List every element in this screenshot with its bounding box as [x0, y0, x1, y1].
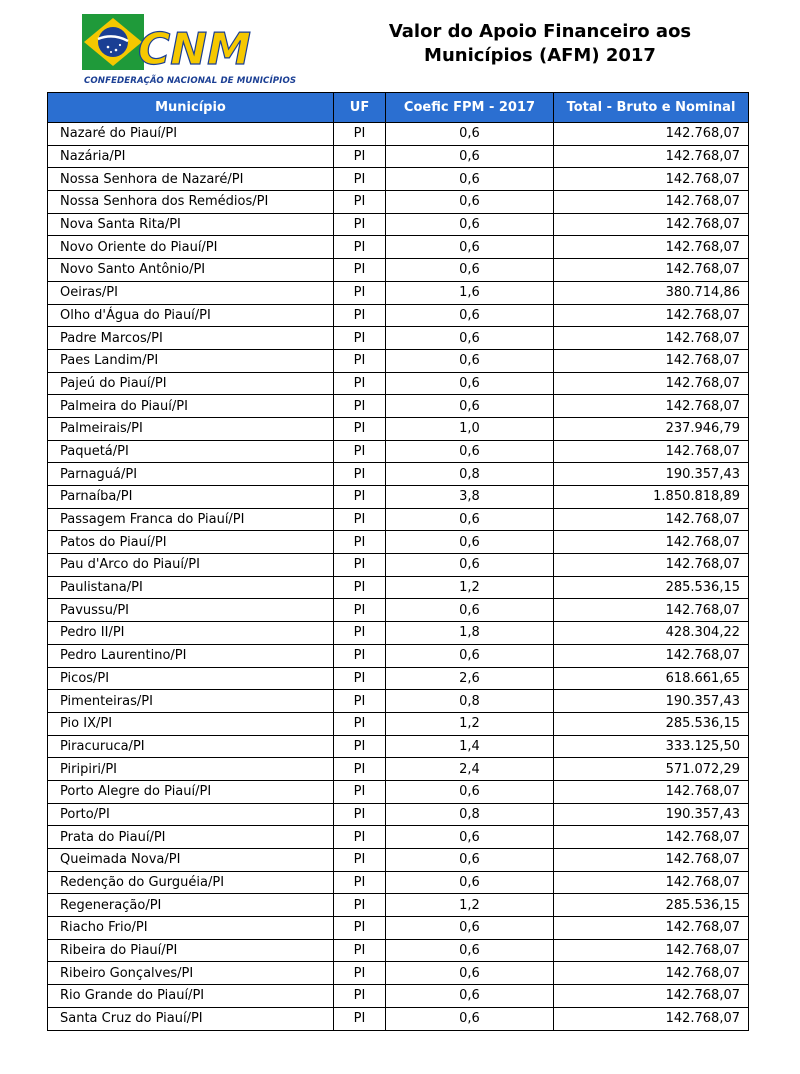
cell-coef: 0,6 [386, 508, 554, 531]
header-municipio: Município [48, 93, 334, 123]
cell-uf: PI [334, 599, 386, 622]
title-line-1: Valor do Apoio Financeiro aos [388, 21, 692, 42]
cell-total: 142.768,07 [554, 871, 749, 894]
cell-uf: PI [334, 622, 386, 645]
cell-total: 380.714,86 [554, 281, 749, 304]
table-row [48, 576, 749, 599]
cell-total: 142.768,07 [554, 554, 749, 577]
cell-coef: 1,0 [386, 417, 554, 440]
table-row [48, 349, 749, 372]
cell-coef: 0,6 [386, 259, 554, 282]
cell-municipio: Oeiras/PI [48, 281, 334, 304]
cell-coef: 1,8 [386, 622, 554, 645]
cell-coef: 0,6 [386, 168, 554, 191]
table-body [48, 123, 749, 1031]
cell-coef: 0,6 [386, 780, 554, 803]
cell-municipio: Nossa Senhora dos Remédios/PI [48, 191, 334, 214]
cell-municipio: Passagem Franca do Piauí/PI [48, 508, 334, 531]
cell-total: 142.768,07 [554, 349, 749, 372]
cell-total: 190.357,43 [554, 803, 749, 826]
cell-coef: 0,6 [386, 849, 554, 872]
cell-municipio: Palmeira do Piauí/PI [48, 395, 334, 418]
cell-coef: 0,6 [386, 123, 554, 146]
cell-municipio: Padre Marcos/PI [48, 327, 334, 350]
cell-municipio: Piripiri/PI [48, 758, 334, 781]
cell-municipio: Queimada Nova/PI [48, 849, 334, 872]
title-line-2: Municípios (AFM) 2017 [424, 45, 656, 66]
cell-municipio: Rio Grande do Piauí/PI [48, 985, 334, 1008]
cell-municipio: Pedro II/PI [48, 622, 334, 645]
cell-total: 142.768,07 [554, 644, 749, 667]
cell-uf: PI [334, 531, 386, 554]
cell-total: 142.768,07 [554, 985, 749, 1008]
cell-uf: PI [334, 962, 386, 985]
table-row [48, 917, 749, 940]
cell-uf: PI [334, 576, 386, 599]
header-uf: UF [334, 93, 386, 123]
cell-coef: 0,6 [386, 145, 554, 168]
cell-municipio: Porto Alegre do Piauí/PI [48, 780, 334, 803]
cell-coef: 0,6 [386, 962, 554, 985]
cell-coef: 0,6 [386, 349, 554, 372]
cell-municipio: Pau d'Arco do Piauí/PI [48, 554, 334, 577]
cell-coef: 0,6 [386, 327, 554, 350]
table-row [48, 417, 749, 440]
cell-coef: 0,6 [386, 985, 554, 1008]
org-name: CONFEDERAÇÃO NACIONAL DE MUNICÍPIOS [84, 76, 297, 86]
table-row [48, 463, 749, 486]
page-title [360, 20, 720, 68]
cell-uf: PI [334, 826, 386, 849]
cell-coef: 0,6 [386, 826, 554, 849]
cell-coef: 0,6 [386, 531, 554, 554]
cell-municipio: Novo Oriente do Piauí/PI [48, 236, 334, 259]
table-row [48, 440, 749, 463]
cell-uf: PI [334, 213, 386, 236]
cell-uf: PI [334, 145, 386, 168]
cell-total: 142.768,07 [554, 145, 749, 168]
cell-coef: 0,6 [386, 554, 554, 577]
cell-municipio: Parnaguá/PI [48, 463, 334, 486]
cell-total: 142.768,07 [554, 939, 749, 962]
cell-uf: PI [334, 236, 386, 259]
cell-total: 142.768,07 [554, 123, 749, 146]
table-row [48, 735, 749, 758]
cell-total: 142.768,07 [554, 599, 749, 622]
table-row [48, 508, 749, 531]
table-row [48, 372, 749, 395]
cell-uf: PI [334, 690, 386, 713]
cell-municipio: Redenção do Gurguéia/PI [48, 871, 334, 894]
cell-uf: PI [334, 417, 386, 440]
cell-coef: 1,2 [386, 894, 554, 917]
table-row [48, 236, 749, 259]
cell-coef: 0,6 [386, 191, 554, 214]
table-row [48, 667, 749, 690]
cell-uf: PI [334, 281, 386, 304]
cell-total: 142.768,07 [554, 826, 749, 849]
cell-total: 142.768,07 [554, 236, 749, 259]
cell-municipio: Pavussu/PI [48, 599, 334, 622]
cell-municipio: Santa Cruz do Piauí/PI [48, 1007, 334, 1030]
table-row [48, 962, 749, 985]
cell-municipio: Paquetá/PI [48, 440, 334, 463]
cell-total: 142.768,07 [554, 372, 749, 395]
cell-uf: PI [334, 712, 386, 735]
cell-municipio: Picos/PI [48, 667, 334, 690]
cell-total: 333.125,50 [554, 735, 749, 758]
table-row [48, 213, 749, 236]
table-row [48, 168, 749, 191]
cell-uf: PI [334, 871, 386, 894]
cell-total: 571.072,29 [554, 758, 749, 781]
cell-uf: PI [334, 985, 386, 1008]
cell-total: 142.768,07 [554, 191, 749, 214]
cell-coef: 0,8 [386, 803, 554, 826]
cell-coef: 0,6 [386, 599, 554, 622]
table-row [48, 486, 749, 509]
cell-total: 142.768,07 [554, 849, 749, 872]
cell-total: 142.768,07 [554, 304, 749, 327]
cell-total: 142.768,07 [554, 213, 749, 236]
cell-uf: PI [334, 123, 386, 146]
cell-uf: PI [334, 440, 386, 463]
table-row [48, 894, 749, 917]
cell-total: 142.768,07 [554, 1007, 749, 1030]
cell-total: 285.536,15 [554, 894, 749, 917]
cell-coef: 0,6 [386, 440, 554, 463]
cell-total: 190.357,43 [554, 690, 749, 713]
table-row [48, 849, 749, 872]
cell-uf: PI [334, 395, 386, 418]
cell-uf: PI [334, 758, 386, 781]
cnm-flag-emblem [80, 8, 300, 78]
cell-uf: PI [334, 168, 386, 191]
cell-municipio: Nazaré do Piauí/PI [48, 123, 334, 146]
cell-uf: PI [334, 259, 386, 282]
cell-municipio: Paulistana/PI [48, 576, 334, 599]
cell-uf: PI [334, 304, 386, 327]
cell-uf: PI [334, 327, 386, 350]
cell-coef: 0,6 [386, 939, 554, 962]
cell-total: 618.661,65 [554, 667, 749, 690]
table-row [48, 554, 749, 577]
cell-uf: PI [334, 349, 386, 372]
table-row [48, 803, 749, 826]
cnm-logo-text: CNM [138, 24, 251, 75]
cell-uf: PI [334, 372, 386, 395]
cell-coef: 0,6 [386, 1007, 554, 1030]
cell-uf: PI [334, 463, 386, 486]
cell-total: 237.946,79 [554, 417, 749, 440]
header-total: Total - Bruto e Nominal [554, 93, 749, 123]
cell-coef: 1,2 [386, 576, 554, 599]
cell-coef: 2,6 [386, 667, 554, 690]
cell-uf: PI [334, 939, 386, 962]
cell-coef: 0,8 [386, 463, 554, 486]
cell-total: 142.768,07 [554, 962, 749, 985]
table-row [48, 395, 749, 418]
cell-municipio: Regeneração/PI [48, 894, 334, 917]
cell-total: 190.357,43 [554, 463, 749, 486]
cell-uf: PI [334, 780, 386, 803]
cell-coef: 0,8 [386, 690, 554, 713]
cell-municipio: Paes Landim/PI [48, 349, 334, 372]
cell-total: 142.768,07 [554, 531, 749, 554]
cell-municipio: Nazária/PI [48, 145, 334, 168]
cell-coef: 0,6 [386, 372, 554, 395]
table-row [48, 259, 749, 282]
cell-coef: 1,2 [386, 712, 554, 735]
cell-uf: PI [334, 554, 386, 577]
cell-uf: PI [334, 667, 386, 690]
cell-uf: PI [334, 849, 386, 872]
cell-uf: PI [334, 508, 386, 531]
cell-municipio: Novo Santo Antônio/PI [48, 259, 334, 282]
cell-municipio: Ribeira do Piauí/PI [48, 939, 334, 962]
cell-coef: 1,4 [386, 735, 554, 758]
cell-uf: PI [334, 917, 386, 940]
cell-municipio: Pio IX/PI [48, 712, 334, 735]
cell-municipio: Nossa Senhora de Nazaré/PI [48, 168, 334, 191]
table-row [48, 622, 749, 645]
cell-municipio: Porto/PI [48, 803, 334, 826]
table-row [48, 531, 749, 554]
cell-municipio: Parnaíba/PI [48, 486, 334, 509]
afm-table [47, 92, 749, 1031]
cell-uf: PI [334, 486, 386, 509]
cell-coef: 0,6 [386, 236, 554, 259]
cell-uf: PI [334, 191, 386, 214]
cell-coef: 0,6 [386, 871, 554, 894]
table-row [48, 304, 749, 327]
cell-municipio: Palmeirais/PI [48, 417, 334, 440]
table-row [48, 871, 749, 894]
table-row [48, 123, 749, 146]
table-row [48, 780, 749, 803]
cnm-logo [80, 8, 300, 88]
cell-coef: 1,6 [386, 281, 554, 304]
cell-municipio: Olho d'Água do Piauí/PI [48, 304, 334, 327]
cell-total: 142.768,07 [554, 440, 749, 463]
table-row [48, 145, 749, 168]
cell-municipio: Nova Santa Rita/PI [48, 213, 334, 236]
header-coef: Coefic FPM - 2017 [386, 93, 554, 123]
table-row [48, 712, 749, 735]
cell-municipio: Pimenteiras/PI [48, 690, 334, 713]
cell-total: 285.536,15 [554, 576, 749, 599]
cell-total: 285.536,15 [554, 712, 749, 735]
cell-coef: 0,6 [386, 304, 554, 327]
cell-coef: 0,6 [386, 917, 554, 940]
cell-total: 428.304,22 [554, 622, 749, 645]
cell-coef: 0,6 [386, 644, 554, 667]
cell-municipio: Pedro Laurentino/PI [48, 644, 334, 667]
cell-total: 142.768,07 [554, 327, 749, 350]
cell-uf: PI [334, 644, 386, 667]
cell-municipio: Piracuruca/PI [48, 735, 334, 758]
cell-municipio: Pajeú do Piauí/PI [48, 372, 334, 395]
cell-coef: 2,4 [386, 758, 554, 781]
cell-total: 142.768,07 [554, 780, 749, 803]
cell-coef: 0,6 [386, 213, 554, 236]
table-row [48, 599, 749, 622]
cell-total: 142.768,07 [554, 917, 749, 940]
table-row [48, 758, 749, 781]
table-row [48, 939, 749, 962]
table-row [48, 985, 749, 1008]
cell-municipio: Ribeiro Gonçalves/PI [48, 962, 334, 985]
cell-total: 1.850.818,89 [554, 486, 749, 509]
cell-total: 142.768,07 [554, 168, 749, 191]
cell-total: 142.768,07 [554, 508, 749, 531]
cell-uf: PI [334, 894, 386, 917]
cell-total: 142.768,07 [554, 395, 749, 418]
cell-coef: 3,8 [386, 486, 554, 509]
cell-municipio: Prata do Piauí/PI [48, 826, 334, 849]
cell-coef: 0,6 [386, 395, 554, 418]
cell-municipio: Riacho Frio/PI [48, 917, 334, 940]
table-row [48, 281, 749, 304]
cell-municipio: Patos do Piauí/PI [48, 531, 334, 554]
table-row [48, 327, 749, 350]
table-header-row [48, 93, 749, 123]
cell-uf: PI [334, 803, 386, 826]
cell-total: 142.768,07 [554, 259, 749, 282]
table-row [48, 826, 749, 849]
cell-uf: PI [334, 1007, 386, 1030]
table-row [48, 1007, 749, 1030]
table-row [48, 191, 749, 214]
table-row [48, 690, 749, 713]
cell-uf: PI [334, 735, 386, 758]
table-row [48, 644, 749, 667]
